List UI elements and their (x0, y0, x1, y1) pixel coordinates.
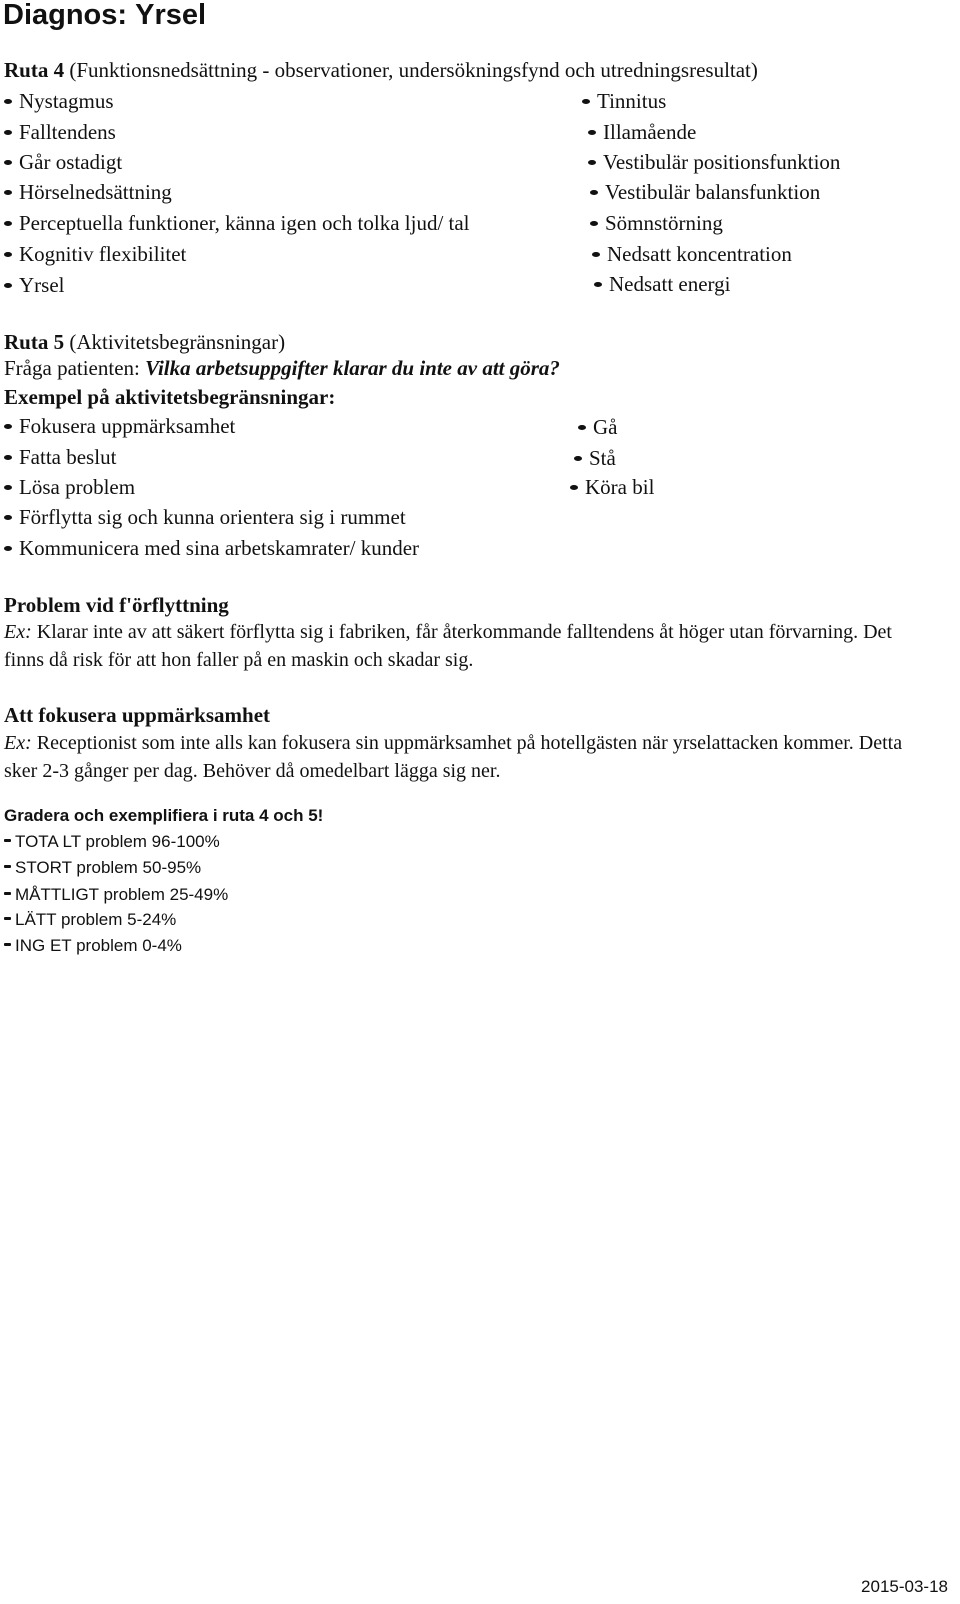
dash-bullet (4, 943, 11, 946)
focus-body: Receptionist som inte alls kan fokusera sin uppmärksamhet på hotellgästen när yrselattacken kommer. Detta sker 2-3 gånger per dag. Behöver då omedelbart lägga sig ner. (4, 732, 903, 782)
ruta4-heading (4, 57, 758, 83)
ask-label: Fråga patienten: (4, 356, 140, 380)
ruta4-left-item: Kognitiv flexibilitet (4, 241, 186, 267)
grade-item (4, 857, 201, 879)
grade-label: LÄTT problem 5-24% (15, 910, 177, 929)
ruta5-left-item: Förflytta sig och kunna orientera sig i rummet (4, 504, 406, 530)
grade-label: TOTA LT problem 96-100% (15, 832, 220, 851)
problem-body: Klarar inte av att säkert förflytta sig i fabriken, får återkommande falltendens åt höger utan förvarning. Det finns då risk för att hon faller på en maskin och skadar sig. (4, 621, 892, 671)
ruta5-right-item: Stå (574, 445, 616, 471)
ruta5-left-item: Lösa problem (4, 474, 135, 500)
grade-label: STORT problem 50-95% (15, 858, 202, 877)
footer-date: 2015-03-18 (861, 1577, 948, 1596)
ruta5-question (4, 355, 560, 381)
ruta4-left-item: Går ostadigt (4, 149, 122, 175)
ruta4-label: Ruta 4 (4, 58, 65, 82)
problem-ex-label: Ex: (4, 621, 32, 643)
focus-text (4, 729, 904, 785)
ruta4-right-item: Vestibulär positionsfunktion (588, 149, 840, 175)
problem-heading: Problem vid f'örflyttning (4, 593, 229, 617)
grade-label: ING ET problem 0-4% (15, 936, 182, 955)
ruta4-right-item: Vestibulär balansfunktion (590, 179, 820, 205)
ruta4-right-item: Nedsatt energi (594, 271, 731, 297)
ruta5-right-item: Köra bil (570, 474, 654, 500)
ruta4-right-item: Sömnstörning (590, 210, 723, 236)
grade-item (4, 935, 182, 957)
ruta4-left-item: Perceptuella funktioner, känna igen och tolka ljud/ tal (4, 210, 470, 236)
title-value: Yrsel (135, 0, 207, 31)
focus-heading: Att fokusera uppmärksamhet (4, 703, 271, 727)
page-title (3, 0, 206, 32)
ruta5-left-item: Kommunicera med sina arbetskamrater/ kunder (4, 535, 419, 561)
grade-item (4, 831, 220, 853)
ruta5-right-item: Gå (578, 414, 618, 440)
focus-ex-label: Ex: (4, 732, 32, 754)
dash-bullet (4, 917, 11, 920)
grade-item (4, 909, 176, 931)
ruta4-right-item: Illamående (588, 119, 696, 145)
ruta4-left-item: Nystagmus (4, 88, 114, 114)
ruta4-left-item: Yrsel (4, 272, 65, 298)
dash-bullet (4, 865, 11, 868)
ruta5-left-item: Fokusera uppmärksamhet (4, 413, 235, 439)
ruta5-heading (4, 329, 285, 355)
ruta4-left-item: Hörselnedsättning (4, 179, 172, 205)
title-label: Diagnos: (3, 0, 128, 31)
ruta4-description: (Funktionsnedsättning - observationer, undersökningsfynd och utredningsresultat) (69, 58, 758, 82)
problem-text (4, 618, 904, 674)
grade-item (4, 884, 228, 906)
ruta4-right-item: Nedsatt koncentration (592, 241, 792, 267)
ruta5-left-item: Fatta beslut (4, 444, 116, 470)
ruta4-left-item: Falltendens (4, 119, 116, 145)
dash-bullet (4, 892, 11, 895)
dash-bullet (4, 839, 11, 842)
ask-question: Vilka arbetsuppgifter klarar du inte av att göra? (145, 356, 560, 380)
ruta5-description: (Aktivitetsbegränsningar) (69, 330, 286, 354)
examples-heading: Exempel på aktivitetsbegränsningar: (4, 385, 336, 409)
grading-heading: Gradera och exemplifiera i ruta 4 och 5! (4, 806, 324, 825)
ruta4-right-item: Tinnitus (582, 88, 666, 114)
grade-label: MÅTTLIGT problem 25-49% (15, 885, 229, 904)
ruta5-label: Ruta 5 (4, 330, 65, 354)
